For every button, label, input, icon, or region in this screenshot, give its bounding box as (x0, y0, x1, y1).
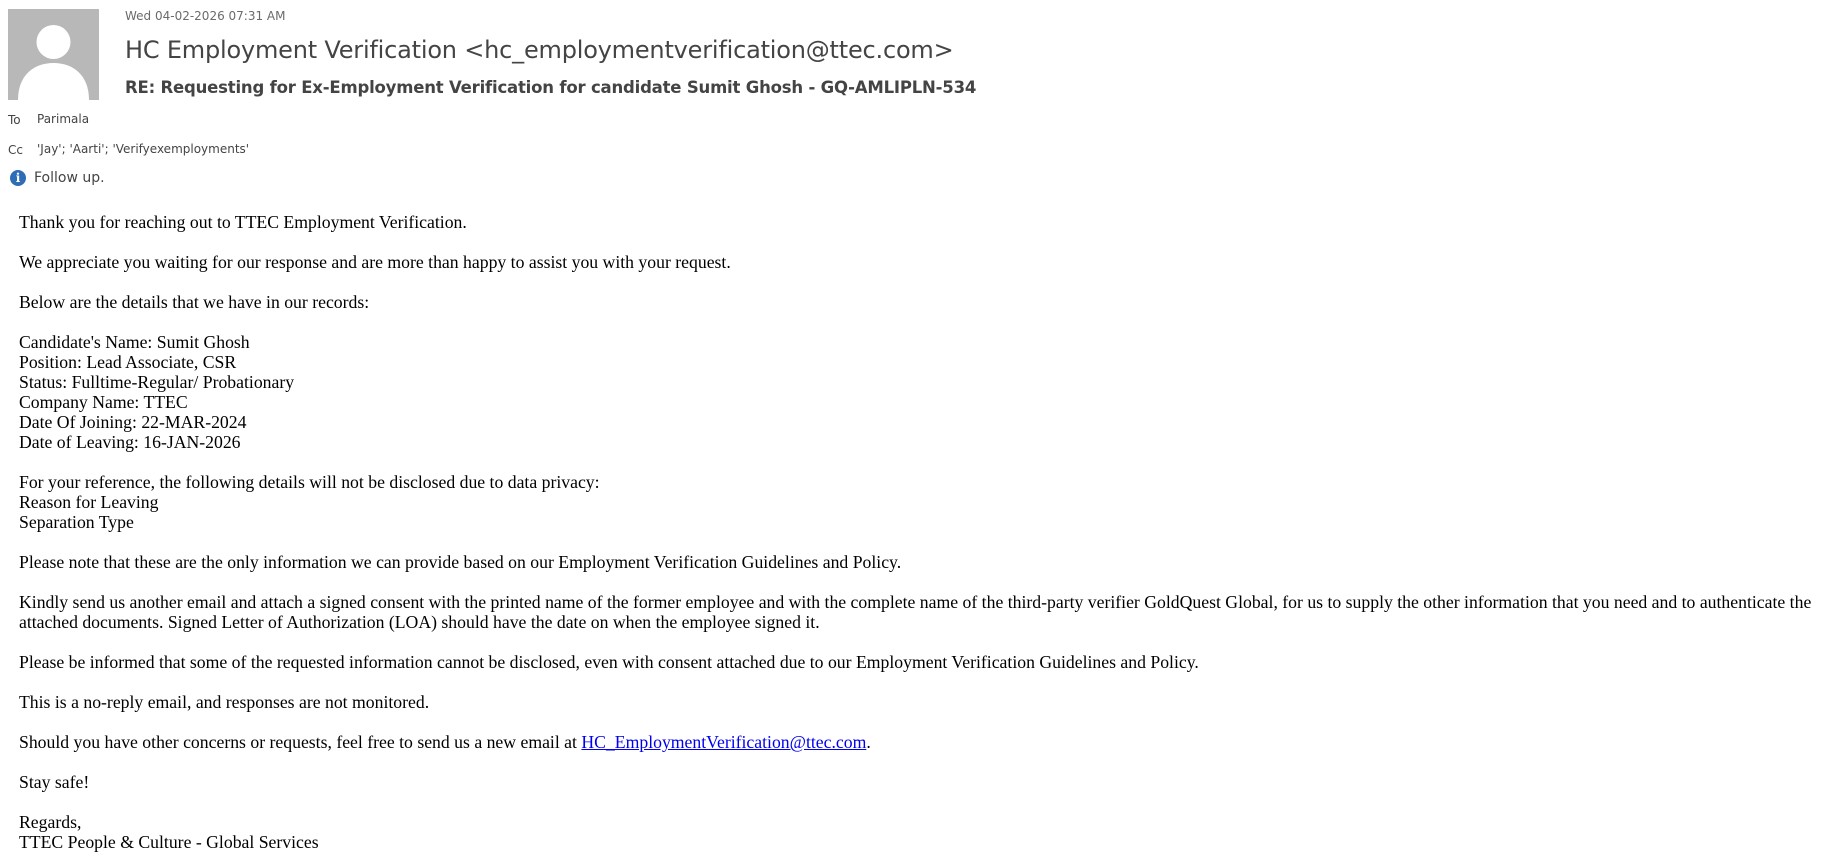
appreciate-paragraph: We appreciate you waiting for our response and are more than happy to assist you with your request. (19, 252, 731, 272)
noreply-paragraph: This is a no-reply email, and responses are not monitored. (19, 692, 430, 712)
email-body (19, 212, 1834, 856)
signature-line: TTEC People & Culture - Global Services (19, 832, 319, 852)
privacy-paragraph (19, 472, 1834, 532)
stay-safe-paragraph: Stay safe! (19, 772, 90, 792)
informed-paragraph: Please be informed that some of the requested information cannot be disclosed, even with consent attached due to our Employment Verification Guidelines and Policy. (19, 652, 1199, 672)
contact-email-link[interactable]: HC_EmploymentVerification@ttec.com (581, 732, 867, 752)
privacy-item: Reason for Leaving (19, 492, 159, 512)
detail-line: Candidate's Name: Sumit Ghosh (19, 332, 250, 352)
privacy-intro: For your reference, the following details will not be disclosed due to data privacy: (19, 472, 600, 492)
detail-line: Status: Fulltime-Regular/ Probationary (19, 372, 295, 392)
note-paragraph: Please note that these are the only information we can provide based on our Employment Verification Guidelines and Policy. (19, 552, 902, 572)
person-silhouette-icon (8, 9, 99, 100)
follow-up-text: Follow up. (34, 170, 105, 186)
detail-line: Company Name: TTEC (19, 392, 188, 412)
info-icon: i (10, 170, 26, 186)
concerns-paragraph (19, 732, 1834, 752)
consent-paragraph: Kindly send us another email and attach a signed consent with the printed name of the former employee and with the complete name of the third-party verifier GoldQuest Global, for us to supply the other information that you need and to authenticate the attached documents. Signed Letter of Authorization (LOA) should have the date on when the employee signed it. (19, 592, 1812, 632)
cc-recipients[interactable]: 'Jay'; 'Aarti'; 'Verifyexemployments' (37, 142, 250, 156)
email-subject: RE: Requesting for Ex-Employment Verification for candidate Sumit Ghosh - GQ-AMLIPLN-534 (125, 78, 977, 97)
candidate-details (19, 332, 1834, 452)
detail-line: Position: Lead Associate, CSR (19, 352, 237, 372)
to-label: To (8, 113, 21, 127)
detail-line: Date Of Joining: 22-MAR-2024 (19, 412, 247, 432)
signature-block (19, 812, 1834, 852)
sender-avatar (8, 9, 99, 100)
greeting-paragraph: Thank you for reaching out to TTEC Employment Verification. (19, 212, 467, 232)
records-intro-paragraph: Below are the details that we have in our records: (19, 292, 370, 312)
sent-date: Wed 04-02-2026 07:31 AM (125, 9, 286, 23)
concerns-suffix: . (866, 732, 871, 752)
sender-name[interactable]: HC Employment Verification <hc_employmentverification@ttec.com> (125, 36, 954, 64)
cc-label: Cc (8, 143, 23, 157)
to-recipients[interactable]: Parimala (37, 112, 90, 126)
follow-up-flag[interactable] (10, 170, 105, 186)
detail-line: Date of Leaving: 16-JAN-2026 (19, 432, 241, 452)
regards-line: Regards, (19, 812, 82, 832)
privacy-item: Separation Type (19, 512, 134, 532)
concerns-prefix: Should you have other concerns or requests, feel free to send us a new email at (19, 732, 582, 752)
